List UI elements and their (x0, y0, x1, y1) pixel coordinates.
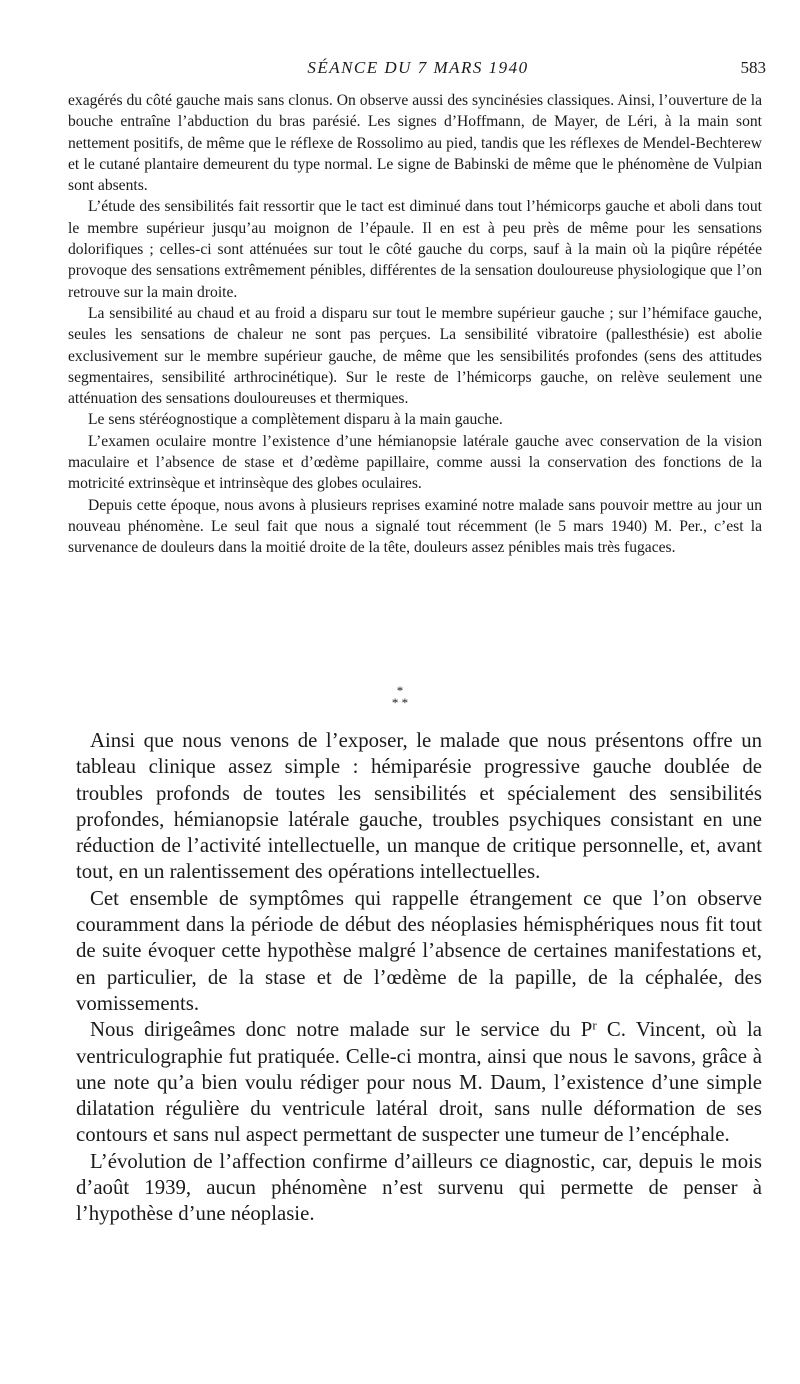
paragraph-sensibilities: L’étude des sensibilités fait ressortir que le tact est diminué dans tout l’hémicorps gauche et aboli dans tout le membre supérieur jusqu’au moignon de l’épaule. Il en est à peu près de même pour les sensations dolorifiques ; celles-ci sont atténuées sur tout le côté gauche du corps, sauf à la main où la piqûre répétée provoque des sensations extrêmement pénibles, différentes de la sensation douloureuse physiologique que l’on retrouve sur la main droite. (68, 198, 762, 301)
running-title: SÉANCE DU 7 MARS 1940 (307, 58, 529, 77)
clinical-observation (68, 90, 762, 559)
paragraph-thermal-sensibility: La sensibilité au chaud et au froid a disparu sur tout le membre supérieur gauche ; sur l’hémiface gauche, seules les sensations de chaleur ne sont pas perçues. La sensibilité vibratoire (pallesthésie) est abolie exclusivement sur le membre supérieur gauche, de même que les sensibilités profondes (sens des attitudes segmentaires, sensibilité arthrocinétique). Sur le reste de l’hémicorps gauche, on relève seulement une atténuation des sensations douloureuses et thermiques. (68, 304, 762, 408)
separator-top-star: * (396, 683, 404, 698)
section-separator (380, 685, 420, 709)
ventriculography-text-end: C. Vincent, où la ventriculographie fut pratiquée. Celle-ci montra, ainsi que nous le savons, grâce à une note qu’a bien voulu rédiger pour nous M. Daum, l’existence d’une simple dilatation régulière du ventricule latéral droit, sans nulle déformation de ses contours et sans nul aspect permettant de suspecter une tumeur de l’encéphale. (76, 1018, 762, 1147)
paragraph-reflexes: exagérés du côté gauche mais sans clonus. On observe aussi des syncinésies classiques. Ainsi, l’ouverture de la bouche entraîne l’abduction du bras parésié. Les signes d’Hoffmann, de Mayer, de Léri, à la main sont nettement positifs, de même que le réflexe de Rossolimo au pied, tandis que les réflexes de Mendel-Bechterew et le cutané plantaire demeurent du type normal. Le signe de Babinski de même que le phénomène de Vulpian sont absents. (68, 92, 762, 195)
paragraph-follow-up: Depuis cette époque, nous avons à plusieurs reprises examiné notre malade sans pouvoir mettre au jour un nouveau phénomène. Le seul fait que nous a signalé tout récemment (le 5 mars 1940) M. Per., c’est la survenance de douleurs dans la moitié droite de la tête, douleurs assez pénibles mais très fugaces. (68, 496, 762, 557)
discussion-hypothesis: Cet ensemble de symptômes qui rappelle étrangement ce que l’on observe couramment dans la période de début des néoplasies hémisphériques nous fit tout de suite évoquer cette hypothèse malgré l’absence de certaines manifestations et, en particulier, de la stase et de l’œdème de la papille, de la céphalée, des vomissements. (76, 886, 762, 1015)
paragraph-ocular-exam: L’examen oculaire montre l’existence d’une hémianopsie latérale gauche avec conservation de la vision maculaire et l’absence de stase et d’œdème papillaire, comme aussi la conservation des fonctions de la motricité extrinsèque et intrinsèque des globes oculaires. (68, 432, 762, 493)
page-number: 583 (740, 58, 766, 77)
discussion-conclusion: L’évolution de l’affection confirme d’ailleurs ce diagnostic, car, depuis le mois d’août 1939, aucun phénomène n’est survenu qui permette de penser à l’hypothèse d’une néoplasie. (76, 1149, 762, 1226)
discussion-summary: Ainsi que nous venons de l’exposer, le malade que nous présentons offre un tableau clinique assez simple : hémiparésie progressive gauche doublée de troubles profonds de toutes les sensibilités et spécialement des sensibilités profondes, hémianopsie latérale gauche, troubles psychiques consistant en une réduction de l’activité intellectuelle, un manque de critique personnelle, et, avant tout, en un ralentissement des opérations intellectuelles. (76, 729, 762, 884)
page-header (70, 58, 766, 82)
separator-bottom-stars: * * (391, 695, 409, 710)
discussion-ventriculography (76, 1017, 762, 1148)
discussion (76, 728, 762, 1228)
professor-abbrev-superscript: r (592, 1018, 597, 1033)
ventriculography-text-start: Nous dirigeâmes donc notre malade sur le service du P (90, 1018, 593, 1042)
paragraph-stereognosis: Le sens stéréognostique a complètement disparu à la main gauche. (88, 411, 503, 429)
